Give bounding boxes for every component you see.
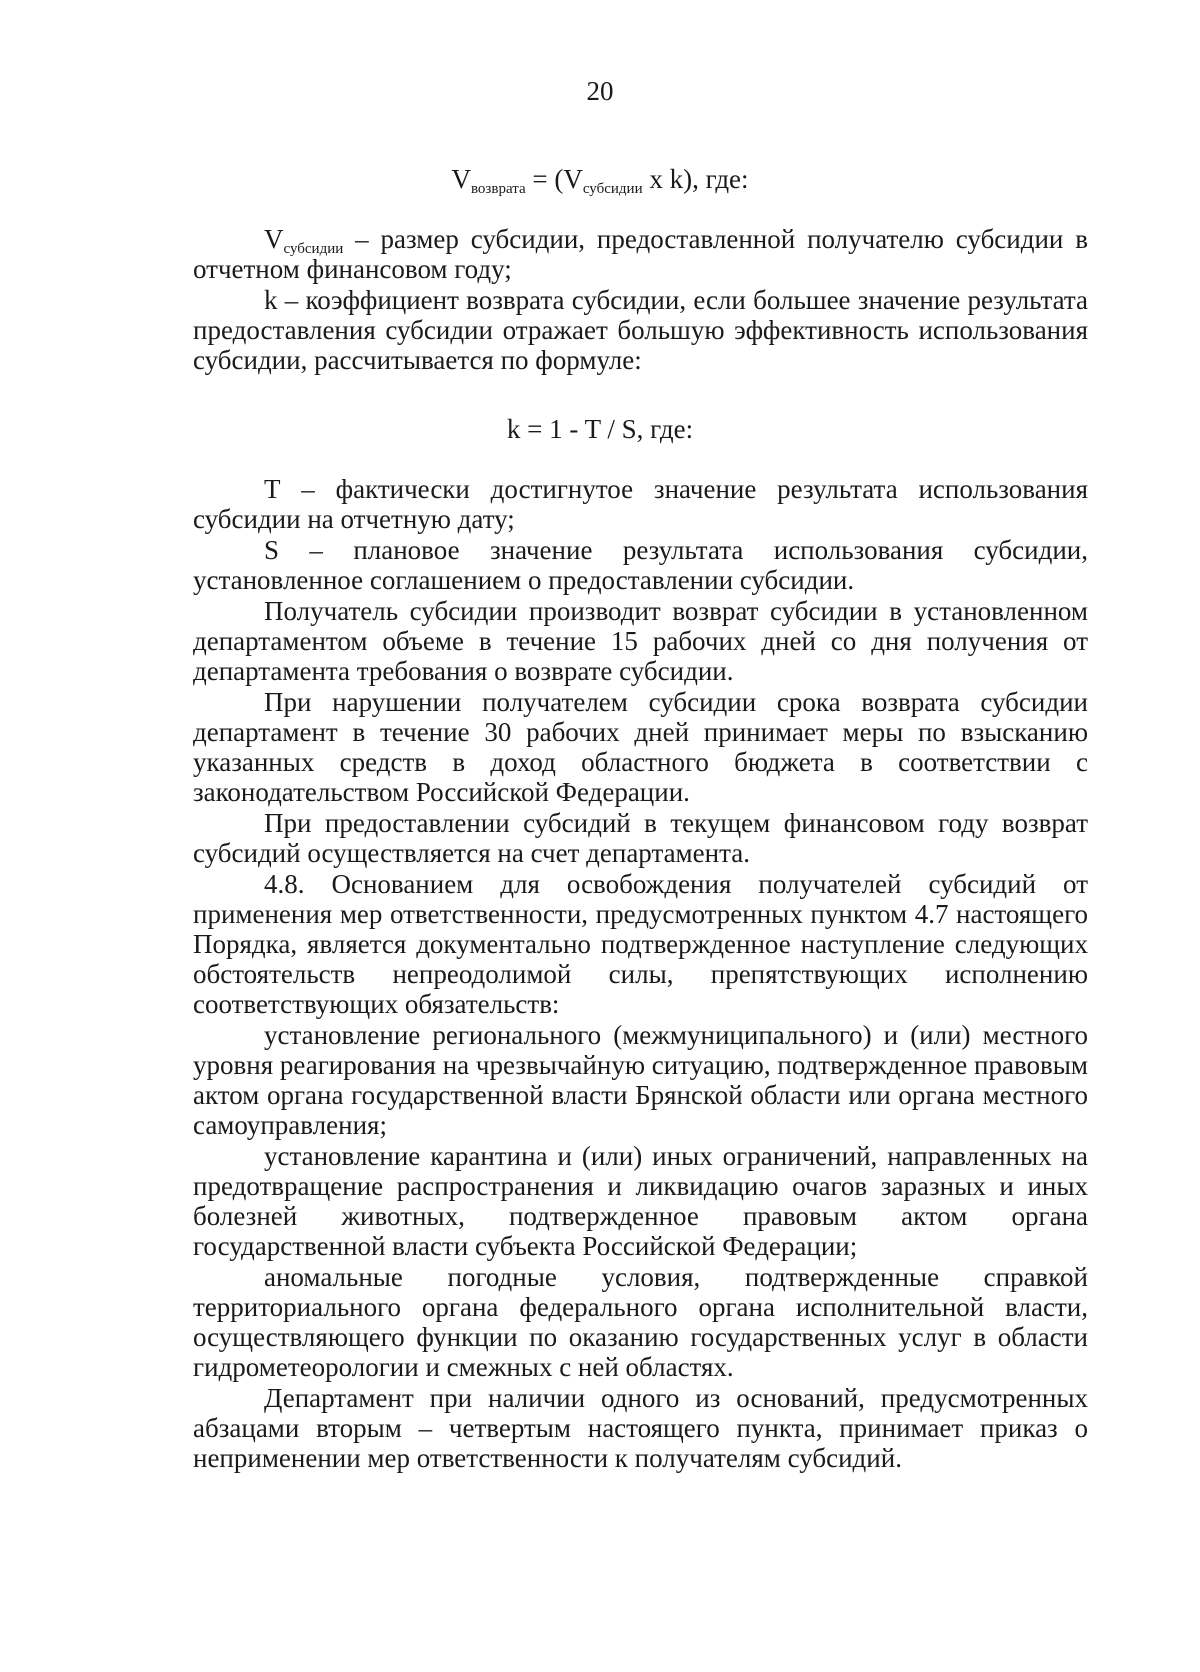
paragraph: аномальные погодные условия, подтвержденные справкой территориального органа федерального органа исполнительной власти, осуществляющего функции по оказанию государственных услуг в области гидрометеорологии и смежных с ней областях. [193, 1262, 1088, 1382]
paragraph: 4.8. Основанием для освобождения получателей субсидий от применения мер ответственности, предусмотренных пунктом 4.7 настоящего Порядка, является документально подтвержденное наступление следующих обстоятельств непреодолимой силы, препятствующих исполнению соответствующих обязательств: [193, 869, 1088, 1019]
paragraph: При нарушении получателем субсидии срока возврата субсидии департамент в течение 30 рабочих дней принимает меры по взысканию указанных средств в доход областного бюджета в соответствии с законодательством Российской Федерации. [193, 687, 1088, 807]
formula-eq: = (V [525, 164, 583, 194]
body-text [193, 474, 1088, 1474]
paragraph: Получатель субсидии производит возврат субсидии в установленном департаментом объеме в течение 15 рабочих дней со дня получения от департамента требования о возврате субсидии. [193, 596, 1088, 686]
formula-v: V [451, 164, 471, 194]
paragraph: При предоставлении субсидий в текущем финансовом году возврат субсидий осуществляется на счет департамента. [193, 808, 1088, 868]
paragraph: установление регионального (межмуниципального) и (или) местного уровня реагирования на чрезвычайную ситуацию, подтвержденное правовым актом органа государственной власти Брянской области или органа местного самоуправления; [193, 1020, 1088, 1140]
definitions-block [193, 224, 1088, 376]
def-v: V [264, 224, 284, 254]
definition-k: k – коэффициент возврата субсидии, если большее значение результата предоставления субсидии отражает большую эффективность использования субсидии, рассчитывается по формуле: [193, 285, 1088, 375]
paragraph: установление карантина и (или) иных ограничений, направленных на предотвращение распространения и ликвидацию очагов заразных и иных болезней животных, подтвержденное правовым актом органа государственной власти субъекта Российской Федерации; [193, 1141, 1088, 1261]
formula-v-subscript: возврата [470, 181, 526, 197]
formula-return-amount [0, 164, 1200, 195]
formula-v2-subscript: субсидии [582, 181, 643, 197]
def-v-text: – размер субсидии, предоставленной получателю субсидии в отчетном финансовом году; [193, 224, 1088, 284]
def-v-subscript: субсидии [283, 241, 344, 257]
formula-rest: x k), где: [642, 164, 749, 194]
paragraph: Т – фактически достигнутое значение результата использования субсидии на отчетную дату; [193, 474, 1088, 534]
paragraph: Департамент при наличии одного из оснований, предусмотренных абзацами вторым – четвертым настоящего пункта, принимает приказ о неприменении мер ответственности к получателям субсидий. [193, 1383, 1088, 1473]
page-number: 20 [586, 76, 614, 106]
formula-k: k = 1 - T / S, где: [506, 414, 694, 444]
paragraph: S – плановое значение результата использования субсидии, установленное соглашением о предоставлении субсидии. [193, 535, 1088, 595]
definition-v-subsidy [193, 224, 1088, 284]
